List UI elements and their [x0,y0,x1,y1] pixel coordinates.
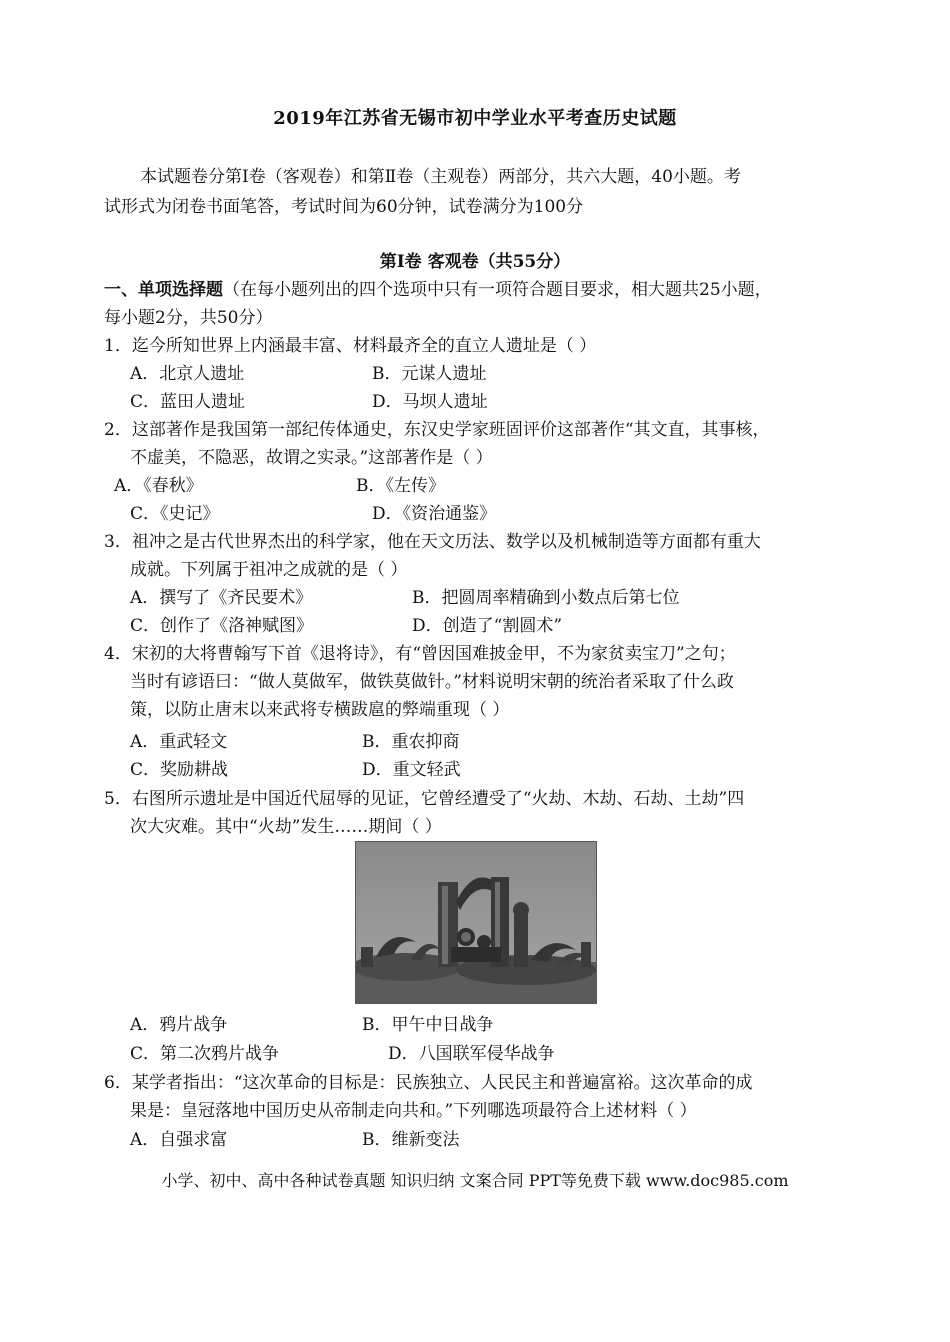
instructions-line-2: 试形式为闭卷书面笔答，考试时间为60分钟，试卷满分为100分 [104,197,584,217]
question-1-option-d: D．马坝人遗址 [372,392,488,412]
part-heading [104,276,772,304]
part-heading-note-continued: 每小题2分，共50分） [104,308,273,328]
question-1-option-b: B．元谋人遗址 [372,364,487,384]
question-2-stem-line-2: 不虚美，不隐恶，故谓之实录。”这部著作是（ ） [130,448,493,468]
question-3-option-d: D．创造了“割圆术” [412,616,563,636]
question-3-stem-line-2: 成就。下列属于祖冲之成就的是（ ） [130,560,408,580]
question-2-option-b: B．《左传》 [356,476,445,496]
question-3-option-b: B．把圆周率精确到小数点后第七位 [412,588,680,608]
question-3-option-a: A．撰写了《齐民要术》 [130,588,313,608]
question-6-stem-line-2: 果是：皇冠落地中国历史从帝制走向共和。”下列哪选项最符合上述材料（ ） [130,1101,697,1121]
page-footer: 小学、初中、高中各种试卷真题 知识归纳 文案合同 PPT等免费下载 www.doc985.com [161,1171,789,1190]
question-4-option-d: D．重文轻武 [362,760,461,780]
question-6-stem-line-1: 6．某学者指出：“这次革命的目标是：民族独立、人民民主和普遍富裕。这次革命的成 [104,1073,753,1093]
ruins-illustration [356,842,596,1003]
question-1-stem: 1．迄今所知世界上内涵最丰富、材料最齐全的直立人遗址是（ ） [104,336,597,356]
question-2-option-c: C．《史记》 [130,504,220,524]
question-5-stem-line-1: 5．右图所示遗址是中国近代屈辱的见证，它曾经遭受了“火劫、木劫、石劫、土劫”四 [104,789,745,809]
question-6-option-b: B．维新变法 [362,1130,460,1150]
question-5-stem-line-2: 次大灾难。其中“火劫”发生……期间（ ） [130,817,442,837]
question-1-option-c: C．蓝田人遗址 [130,392,246,412]
instructions-line-1: 本试题卷分第Ⅰ卷（客观卷）和第Ⅱ卷（主观卷）两部分，共六大题，40小题。考 [140,167,741,187]
question-4-option-b: B．重农抑商 [362,732,460,752]
question-4-stem-line-3: 策，以防止唐末以来武将专横跋扈的弊端重现（ ） [130,700,510,720]
question-6-option-a: A．自强求富 [130,1130,228,1150]
question-3-option-c: C．创作了《洛神赋图》 [130,616,314,636]
question-4-option-a: A．重武轻文 [130,732,228,752]
question-5-option-c: C．第二次鸦片战争 [130,1044,280,1064]
question-5-option-b: B．甲午中日战争 [362,1015,494,1035]
question-2-option-a: A．《春秋》 [114,476,203,496]
question-2-option-d: D．《资治通鉴》 [372,504,497,524]
question-4-stem-line-2: 当时有谚语曰：“做人莫做军，做铁莫做针。”材料说明宋朝的统治者采取了什么政 [130,672,734,692]
page-title: 2019年江苏省无锡市初中学业水平考查历史试题 [273,108,677,129]
question-2-stem-line-1: 2．这部著作是我国第一部纪传体通史，东汉史学家班固评价这部著作“其文直，其事核， [104,420,770,440]
question-3-stem-line-1: 3．祖冲之是古代世界杰出的科学家，他在天文历法、数学以及机械制造等方面都有重大 [104,532,761,552]
question-5-option-d: D．八国联军侵华战争 [388,1044,555,1064]
exam-instructions [104,162,864,222]
question-5-option-a: A．鸦片战争 [130,1015,228,1035]
question-1-option-a: A．北京人遗址 [130,364,245,384]
part-heading-label: 一、单项选择题 [104,280,223,300]
question-4-stem-line-1: 4．宋初的大将曹翰写下首《退将诗》，有“曾因国难披金甲，不为家贫卖宝刀”之句； [104,644,736,664]
ruins-photo [355,841,597,1004]
section-title: 第Ⅰ卷 客观卷（共55分） [379,252,571,272]
question-4-option-c: C．奖励耕战 [130,760,229,780]
part-heading-note: （在每小题列出的四个选项中只有一项符合题目要求，相大题共25小题， [223,280,772,300]
